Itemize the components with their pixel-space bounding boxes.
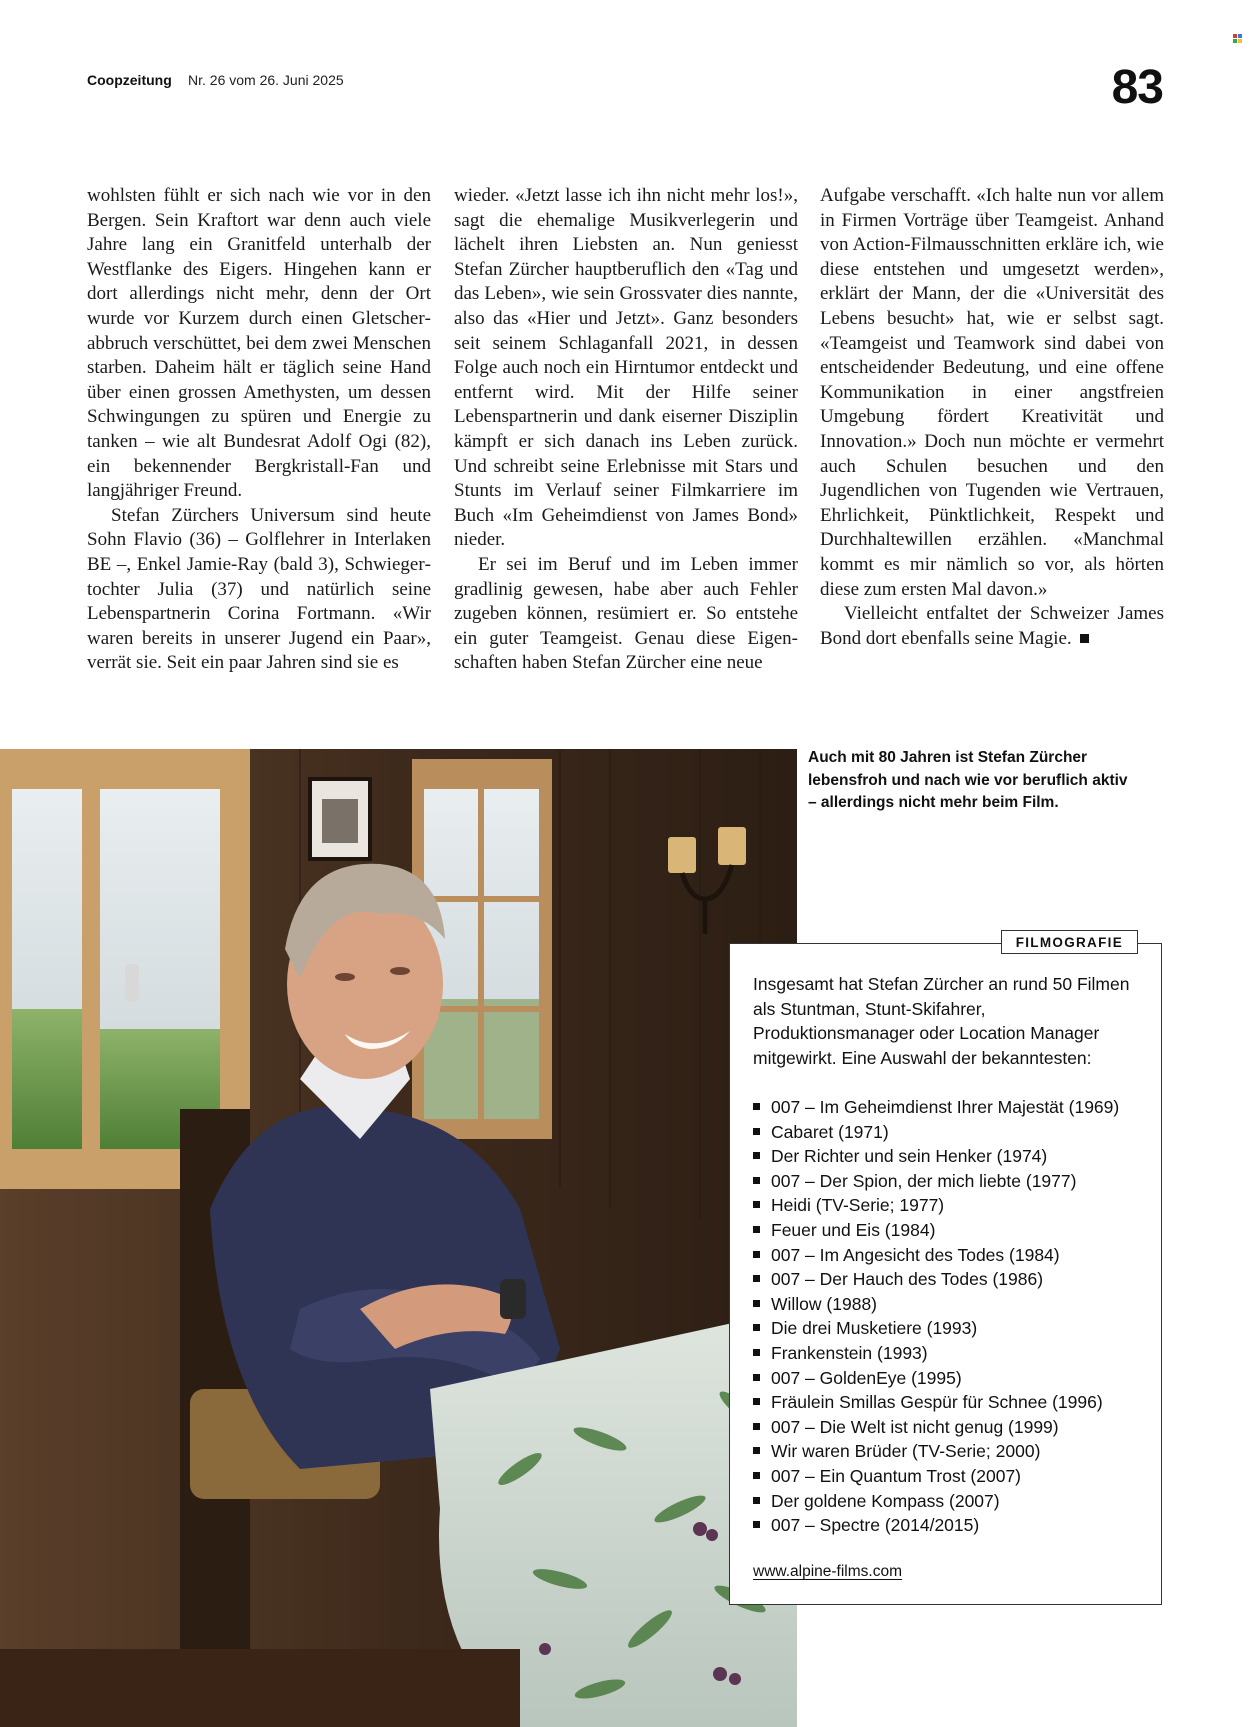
article-paragraph: Aufgabe verschafft. «Ich halte nun vor allem in Firmen Vorträge über Teamgeist. Anhand von Action-Filmausschnitten erkläre ich, wie diese entstehen und umgesetzt werden», erklärt der Mann, der die «Universität des Lebens besucht» hat, wie er selbst sagt. «Teamgeist und Teamwork sind dabei von entscheidender Bedeutung, und eine offene Kommunikation in einer angstfreien Umgebung fördert Kreativität und Innovation.» Doch nun möchte er vermehrt auch Schulen besuchen und den Jugendlichen von Tugenden wie Vertrauen, Ehrlichkeit, Pünktlichkeit, Respekt und Durchhaltewillen erzählen. «Manchmal kommt es mir nämlich so vor, als hörten diese zum ersten Mal davon.» — [820, 185, 1164, 600]
list-item: 007 – Spectre (2014/2015) — [753, 1513, 1119, 1538]
list-item: 007 – Die Welt ist nicht genug (1999) — [753, 1415, 1119, 1440]
article-paragraph — [820, 602, 1164, 651]
article-column-1 — [87, 184, 431, 676]
corner-color-mark — [1233, 34, 1242, 43]
filmography-tag: FILMOGRAFIE — [1001, 930, 1138, 954]
article-paragraph: wohlsten fühlt er sich nach wie vor in den Bergen. Sein Kraftort war denn auch viele Jahre lang ein Granitfeld unterhalb der Westflanke des Eigers. Hingehen kann er dort allerdings nicht mehr, denn der Ort wurde vor Kurzem durch einen Gletscherabbruch verschüttet, bei dem zwei Menschen starben. Daheim hält er täglich seine Hand über einen grossen Amethysten, um dessen Schwingungen zu spüren und Energie zu tanken – wie alt Bundesrat Adolf Ogi (82), ein bekennender Bergkristall-Fan und langjähriger Freund. — [87, 185, 431, 502]
article-column-2 — [454, 184, 798, 676]
list-item: 007 – Ein Quantum Trost (2007) — [753, 1464, 1119, 1489]
list-item: Der Richter und sein Henker (1974) — [753, 1144, 1119, 1169]
list-item: Die drei Musketiere (1993) — [753, 1316, 1119, 1341]
article-paragraph: Stefan Zürchers Universum sind heute Sohn Flavio (36) – Golflehrer in Interlaken BE –, Enkel Jamie-Ray (bald 3), Schwiegertochter Julia (37) und natürlich seine Lebenspartnerin Corina Fortmann. «Wir waren bereits in unserer Jugend ein Paar», verrät sie. Seit ein paar Jahren sind sie es — [87, 504, 431, 674]
list-item: 007 – Im Angesicht des Todes (1984) — [753, 1243, 1119, 1268]
list-item: 007 – Im Geheimdienst Ihrer Majestät (1969) — [753, 1095, 1119, 1120]
list-item: Fräulein Smillas Gespür für Schnee (1996) — [753, 1390, 1119, 1415]
photo-caption: Auch mit 80 Jahren ist Stefan Zürcher lebensfroh und nach wie vor beruflich aktiv – allerdings nicht mehr beim Film. — [808, 749, 1128, 811]
portrait-illustration — [0, 749, 797, 1727]
article-column-3 — [820, 184, 1164, 651]
list-item: Frankenstein (1993) — [753, 1341, 1119, 1366]
article-paragraph: Er sei im Beruf und im Leben immer gradlinig gewesen, habe aber auch Fehler zugeben können, resümiert er. So entstehe ein guter Teamgeist. Genau diese Eigenschaften haben Stefan Zürcher eine neue — [454, 553, 798, 674]
list-item: Wir waren Brüder (TV-Serie; 2000) — [753, 1439, 1119, 1464]
page-number: 83 — [1111, 61, 1163, 114]
portrait-photo — [0, 749, 797, 1727]
list-item: 007 – Der Hauch des Todes (1986) — [753, 1267, 1119, 1292]
issue-info: Nr. 26 vom 26. Juni 2025 — [188, 72, 344, 88]
end-of-article-icon — [1080, 634, 1089, 643]
list-item: Heidi (TV-Serie; 1977) — [753, 1193, 1119, 1218]
list-item: Der goldene Kompass (2007) — [753, 1489, 1119, 1514]
filmography-intro: Insgesamt hat Stefan Zürcher an rund 50 Filmen als Stuntman, Stunt-Skifahrer, Produktionsmanager oder Location Manager mitgewirkt. Eine Auswahl der bekanntesten: — [753, 974, 1130, 1068]
filmography-box — [729, 935, 1162, 1605]
list-item: Cabaret (1971) — [753, 1120, 1119, 1145]
list-item: 007 – GoldenEye (1995) — [753, 1366, 1119, 1391]
article-closing-text: Vielleicht entfaltet der Schweizer James Bond dort ebenfalls seine Magie. — [820, 603, 1164, 649]
website-link[interactable]: www.alpine-films.com — [753, 1563, 903, 1580]
publication-name: Coopzeitung — [87, 72, 172, 88]
list-item: 007 – Der Spion, der mich liebte (1977) — [753, 1169, 1119, 1194]
list-item: Willow (1988) — [753, 1292, 1119, 1317]
list-item: Feuer und Eis (1984) — [753, 1218, 1119, 1243]
film-list — [753, 1095, 1119, 1538]
article-paragraph: wieder. «Jetzt lasse ich ihn nicht mehr los!», sagt die ehemalige Musikverlegerin und lächelt ihren Liebsten an. Nun geniesst Stefan Zürcher hauptberuflich den «Tag und das Leben», wie sein Grossvater dies nannte, also das «Hier und Jetzt». Ganz besonders seit seinem Schlaganfall 2021, in dessen Folge auch noch ein Hirntumor entdeckt und entfernt wird. Mit der Hilfe seiner Lebenspartnerin und dank eiserner Disziplin kämpft er sich danach ins Leben zurück. Und schreibt seine Erlebnisse mit Stars und Stunts im Verlauf seiner Filmkarriere im Buch «Im Geheimdienst von James Bond» nieder. — [454, 185, 798, 551]
